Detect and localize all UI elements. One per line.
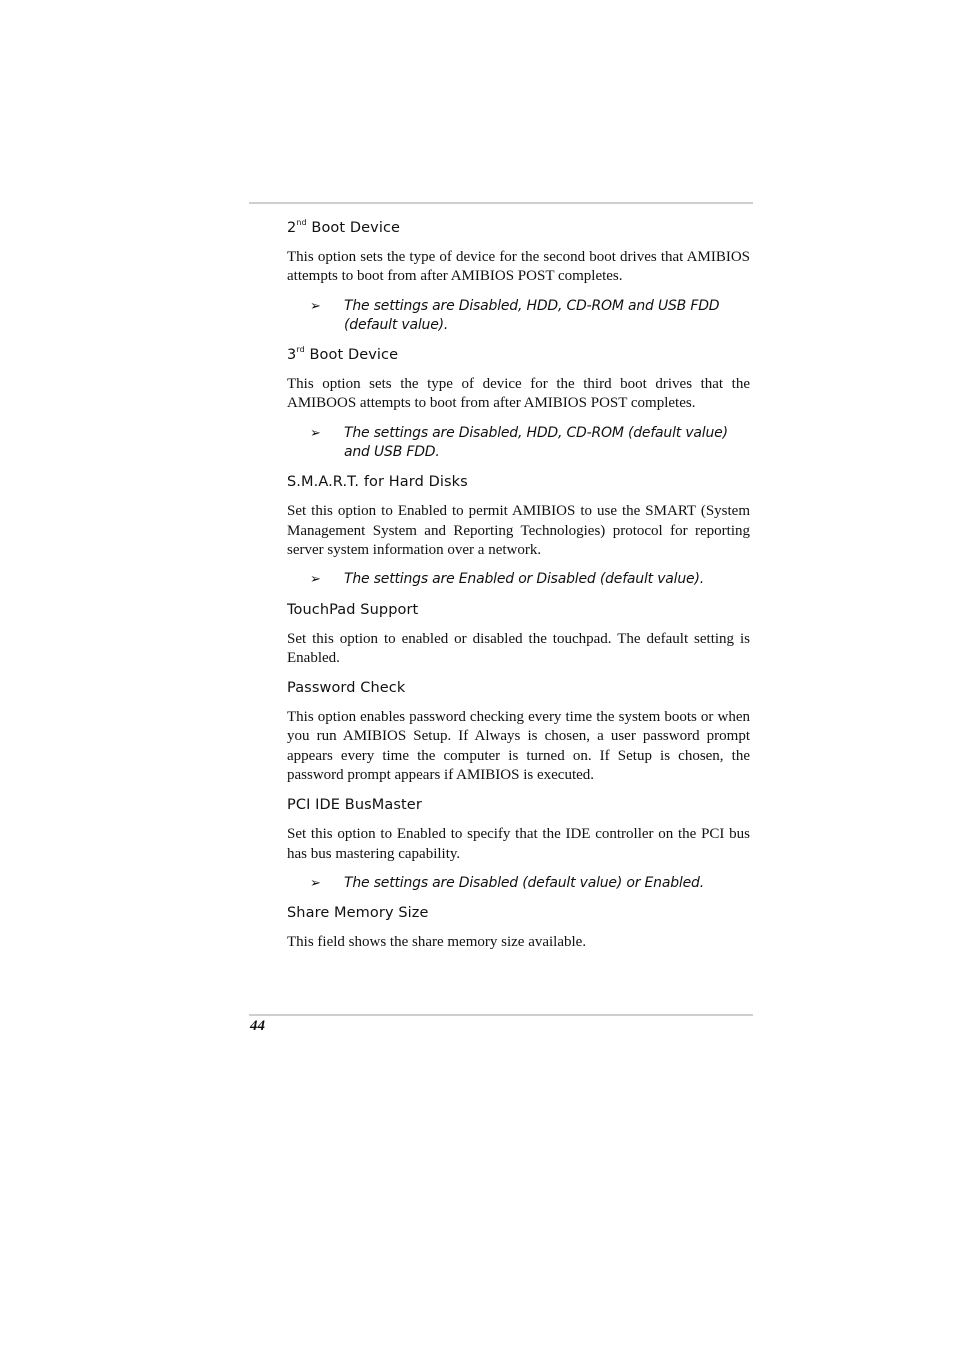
section-body: Set this option to Enabled to specify that the IDE controller on the PCI bus has bus mastering capability.: [287, 826, 750, 862]
section-share-memory-size: [287, 903, 750, 952]
settings-note: ➢ The settings are Disabled, HDD, CD-ROM and USB FDD (default value).: [310, 297, 720, 333]
section-heading: Password Check: [287, 680, 406, 697]
arrow-bullet-icon: ➢: [310, 875, 321, 891]
arrow-bullet-icon: ➢: [310, 425, 321, 441]
section-heading: 3rd Boot Device: [287, 345, 399, 364]
arrow-bullet-icon: ➢: [310, 298, 321, 314]
section-touchpad-support: [287, 600, 750, 669]
section-body: Set this option to Enabled to permit AMIBIOS to use the SMART (System Management System and Reporting Technologies) protocol for reporting server system information over a network.: [287, 503, 750, 558]
section-heading: 2nd Boot Device: [287, 218, 401, 236]
section-heading: PCI IDE BusMaster: [287, 797, 422, 814]
section-heading: Share Memory Size: [287, 905, 429, 922]
arrow-bullet-icon: ➢: [310, 572, 321, 588]
section-body: This field shows the share memory size available.: [287, 934, 587, 951]
section-pci-ide-busmaster: [287, 795, 750, 893]
section-body: This option enables password checking every time the system boots or when you run AMIBIOS Setup. If Always is chosen, a user password prompt appears every time the computer is turned on. If Setup is chosen, the password prompt appears if AMIBIOS is executed.: [287, 709, 750, 784]
section-body: This option sets the type of device for the second boot drives that AMIBIOS attempts to boot from after AMIBIOS POST completes.: [287, 249, 750, 285]
section-heading: S.M.A.R.T. for Hard Disks: [287, 474, 468, 491]
section-password-check: [287, 678, 750, 785]
settings-note: ➢ The settings are Disabled, HDD, CD-ROM (default value) and USB FDD.: [310, 424, 728, 461]
footer-rule: [249, 1014, 753, 1016]
section-heading: TouchPad Support: [287, 601, 419, 618]
header-rule: [249, 202, 753, 204]
section-smart: [287, 472, 750, 589]
page-number: 44: [250, 1018, 265, 1034]
page-content: [287, 218, 750, 963]
section-3rd-boot-device: [287, 345, 750, 462]
section-body: This option sets the type of device for the third boot drives that the AMIBOOS attempts to boot from after AMIBIOS POST completes.: [287, 376, 750, 412]
section-body: Set this option to enabled or disabled the touchpad. The default setting is Enabled.: [287, 630, 750, 666]
settings-note: ➢ The settings are Disabled (default value) or Enabled.: [287, 874, 750, 893]
settings-note: ➢ The settings are Enabled or Disabled (default value).: [287, 570, 750, 589]
section-2nd-boot-device: [287, 218, 750, 335]
